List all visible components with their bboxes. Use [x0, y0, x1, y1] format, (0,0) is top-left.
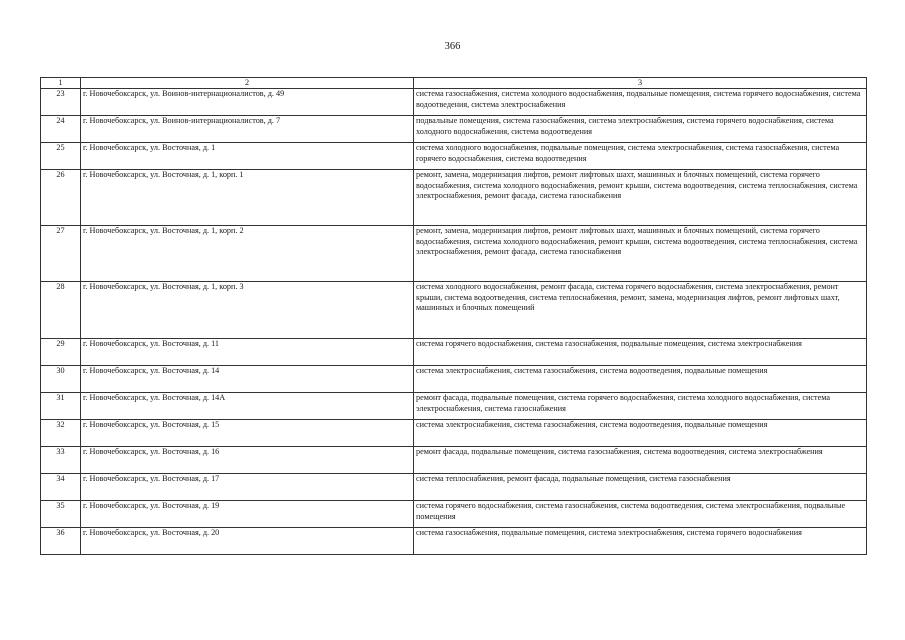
table-row: [41, 501, 867, 528]
row-systems: ремонт, замена, модернизация лифтов, ремонт лифтовых шахт, машинных и блочных помещений, система горячего водоснабжения, система холодного водоснабжения, ремонт крыши, система водоотведения, система теплоснабжения, система электроснабжения, ремонт фасада, система газоснабжения: [414, 170, 867, 226]
row-number: 36: [41, 528, 81, 555]
row-number: 25: [41, 143, 81, 170]
row-address: г. Новочебоксарск, ул. Воинов-интернационалистов, д. 49: [81, 89, 414, 116]
table-header-row: [41, 78, 867, 89]
row-number: 33: [41, 447, 81, 474]
table-row: [41, 393, 867, 420]
row-number: 30: [41, 366, 81, 393]
table-row: [41, 420, 867, 447]
row-systems: система холодного водоснабжения, ремонт фасада, система горячего водоснабжения, система электроснабжения, ремонт крыши, система водоотведения, система теплоснабжения, ремонт, замена, модернизация лифтов, ремонт лифтовых шахт, машинных и блочных помещений: [414, 282, 867, 339]
buildings-table: [40, 77, 867, 555]
row-systems: ремонт фасада, подвальные помещения, система газоснабжения, система водоотведения, система электроснабжения: [414, 447, 867, 474]
row-number: 24: [41, 116, 81, 143]
row-systems: система электроснабжения, система газоснабжения, система водоотведения, подвальные помещения: [414, 366, 867, 393]
row-address: г. Новочебоксарск, ул. Восточная, д. 1, корп. 3: [81, 282, 414, 339]
row-systems: система горячего водоснабжения, система газоснабжения, система водоотведения, система электроснабжения, подвальные помещения: [414, 501, 867, 528]
row-number: 35: [41, 501, 81, 528]
row-number: 29: [41, 339, 81, 366]
table-row: [41, 447, 867, 474]
row-systems: система теплоснабжения, ремонт фасада, подвальные помещения, система газоснабжения: [414, 474, 867, 501]
column-number-2: 2: [81, 78, 414, 89]
table-row: [41, 339, 867, 366]
row-systems: система газоснабжения, подвальные помещения, система электроснабжения, система горячего водоснабжения: [414, 528, 867, 555]
row-systems: система газоснабжения, система холодного водоснабжения, подвальные помещения, система горячего водоснабжения, система водоотведения, система электроснабжения: [414, 89, 867, 116]
row-address: г. Новочебоксарск, ул. Восточная, д. 1, корп. 2: [81, 226, 414, 282]
table-row: [41, 226, 867, 282]
column-number-1: 1: [41, 78, 81, 89]
row-number: 31: [41, 393, 81, 420]
page-number: 366: [444, 41, 461, 52]
row-systems: система электроснабжения, система газоснабжения, система водоотведения, подвальные помещения: [414, 420, 867, 447]
table-row: [41, 366, 867, 393]
row-systems: ремонт, замена, модернизация лифтов, ремонт лифтовых шахт, машинных и блочных помещений, система горячего водоснабжения, система холодного водоснабжения, ремонт крыши, система водоотведения, система теплоснабжения, система электроснабжения, ремонт фасада, система газоснабжения: [414, 226, 867, 282]
row-number: 27: [41, 226, 81, 282]
row-number: 23: [41, 89, 81, 116]
table-row: [41, 116, 867, 143]
table-row: [41, 170, 867, 226]
row-systems: подвальные помещения, система газоснабжения, система электроснабжения, система горячего водоснабжения, система холодного водоснабжения, система водоотведения: [414, 116, 867, 143]
row-address: г. Новочебоксарск, ул. Восточная, д. 17: [81, 474, 414, 501]
row-address: г. Новочебоксарск, ул. Восточная, д. 19: [81, 501, 414, 528]
row-address: г. Новочебоксарск, ул. Восточная, д. 1, корп. 1: [81, 170, 414, 226]
row-address: г. Новочебоксарск, ул. Восточная, д. 15: [81, 420, 414, 447]
column-number-3: 3: [414, 78, 867, 89]
row-address: г. Новочебоксарск, ул. Восточная, д. 16: [81, 447, 414, 474]
row-systems: ремонт фасада, подвальные помещения, система горячего водоснабжения, система холодного водоснабжения, система электроснабжения, система газоснабжения: [414, 393, 867, 420]
row-number: 28: [41, 282, 81, 339]
table-row: [41, 528, 867, 555]
row-address: г. Новочебоксарск, ул. Восточная, д. 20: [81, 528, 414, 555]
row-number: 26: [41, 170, 81, 226]
row-address: г. Новочебоксарск, ул. Восточная, д. 11: [81, 339, 414, 366]
row-address: г. Новочебоксарск, ул. Восточная, д. 14А: [81, 393, 414, 420]
table-row: [41, 474, 867, 501]
row-number: 34: [41, 474, 81, 501]
table-row: [41, 89, 867, 116]
row-address: г. Новочебоксарск, ул. Воинов-интернационалистов, д. 7: [81, 116, 414, 143]
row-address: г. Новочебоксарск, ул. Восточная, д. 14: [81, 366, 414, 393]
row-address: г. Новочебоксарск, ул. Восточная, д. 1: [81, 143, 414, 170]
row-systems: система горячего водоснабжения, система газоснабжения, подвальные помещения, система электроснабжения: [414, 339, 867, 366]
table-row: [41, 143, 867, 170]
row-systems: система холодного водоснабжения, подвальные помещения, система электроснабжения, система газоснабжения, система горячего водоснабжения, система водоотведения: [414, 143, 867, 170]
table-row: [41, 282, 867, 339]
row-number: 32: [41, 420, 81, 447]
